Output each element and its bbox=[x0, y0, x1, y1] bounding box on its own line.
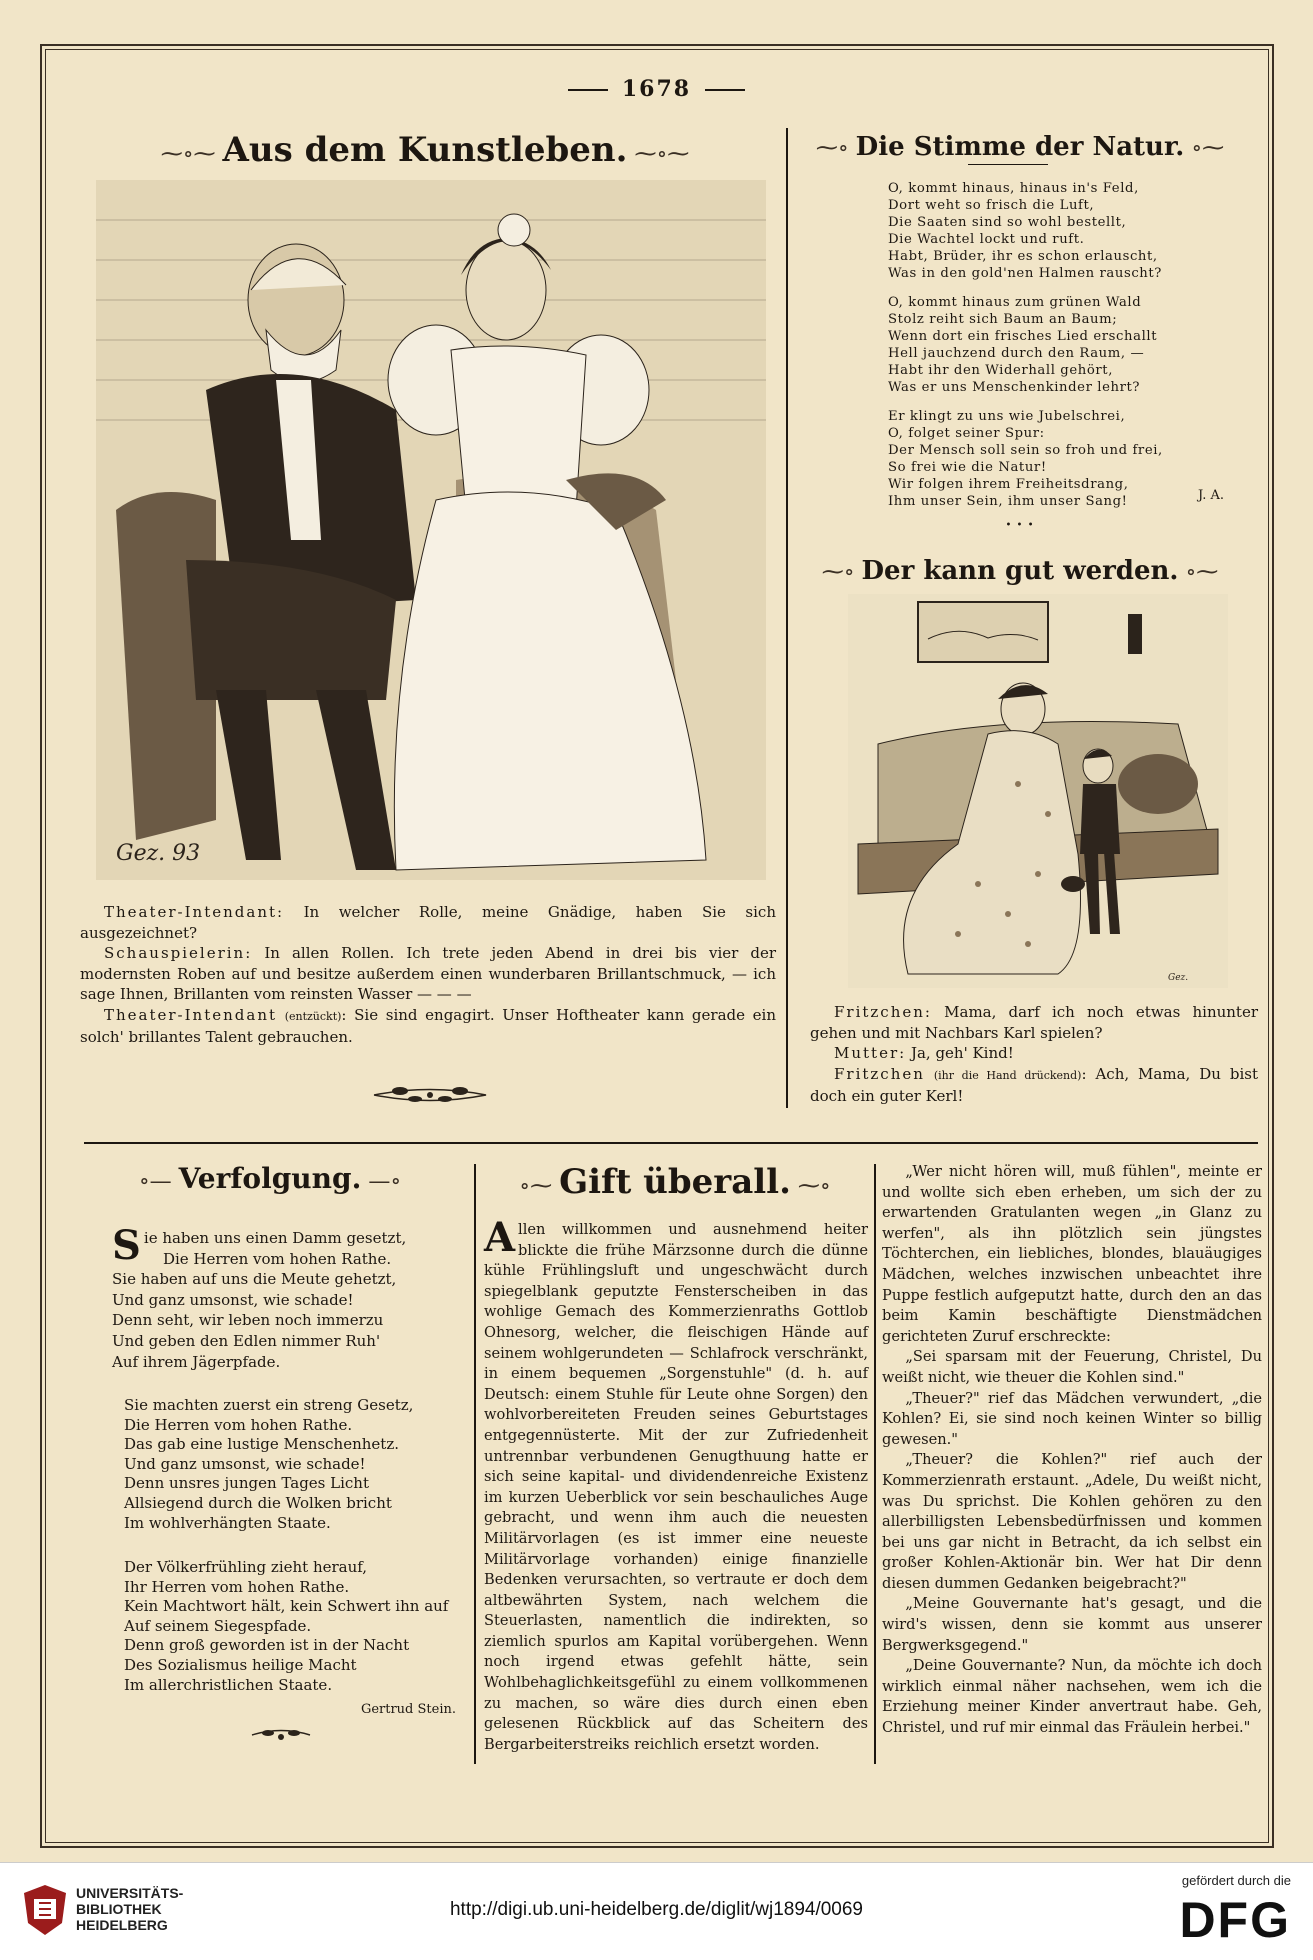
svg-text:Gez.: Gez. bbox=[1168, 973, 1189, 983]
library-name: UNIVERSITÄTS- BIBLIOTHEK HEIDELBERG bbox=[76, 1885, 184, 1933]
persecution-poem-title: ∘— Verfolgung. —∘ bbox=[138, 1162, 402, 1195]
persecution-stanza-3: Der Völkerfrühling zieht herauf, Ihr Herren vom hohen Rathe. Kein Machtwort hält, kein Schwert ihn auf Auf seinem Siegespfade. Denn groß geworden ist in der Nacht Des Sozialismus heilige Macht Im allerchristlichen Staate. bbox=[124, 1558, 449, 1694]
nature-stanza-3: Er klingt zu uns wie Jubelschrei, O, folget seiner Spur: Der Mensch soll sein so froh und frei, So frei wie die Natur! Wir folgen ihrem Freiheitsdrang, Ihm unser Sein, ihm unser Sang! bbox=[888, 409, 1163, 509]
cartoon-caption bbox=[810, 1002, 1258, 1107]
story-paragraph: „Theuer?" rief das Mädchen verwundert, „die Kohlen? Ei, sie sind noch keinen Winter so billig gewesen." bbox=[882, 1389, 1262, 1448]
source-url-link[interactable]: http://digi.ub.uni-heidelberg.de/diglit/wj1894/0069 bbox=[449, 1899, 864, 1920]
caption-line: Fritzchen (ihr die Hand drückend): Ach, Mama, Du bist doch ein guter Kerl! bbox=[810, 1064, 1258, 1105]
column-divider bbox=[786, 128, 788, 1108]
poem-author: Gertrud Stein. bbox=[360, 1702, 456, 1717]
persecution-stanza-2: Sie machten zuerst ein streng Gesetz, Die Herren vom hohen Rathe. Das gab eine lustige Menschenhetz. Und ganz umsonst, wie schade! Denn unsres jungen Tages Licht Allsiegend durch die Wolken bricht Im wohlverhängten Staate. bbox=[124, 1396, 414, 1532]
poison-story-column-2 bbox=[882, 1162, 1262, 1739]
cartoon-title: ⁓∘ Der kann gut werden. ∘⁓ bbox=[821, 556, 1219, 586]
caption-line: Fritzchen: Mama, darf ich noch etwas hinunter gehen und mit Nachbars Karl spielen? bbox=[810, 1003, 1258, 1042]
right-flourish-ornament: ∘⁓ bbox=[1184, 136, 1225, 161]
poem-signature: J. A. bbox=[1198, 488, 1224, 503]
story-paragraph: „Meine Gouvernante hat's gesagt, und die wird's wissen, denn sie kommt aus unserer Bergwerksgegend." bbox=[882, 1595, 1262, 1654]
title-underline bbox=[968, 164, 1048, 165]
story-paragraph: „Theuer? die Kohlen?" rief auch der Kommerzienrath erstaunt. „Adele, Du weißt nicht, was Du sprichst. Die Kohlen gehören zu den allerbilligsten Lebensbedürfnissen und kommen bei uns gar nicht in Betracht, da ich selbst ein großer Kohlen-Aktionär bin. Wer hat Dir denn diesen dummen Gedanken beigebracht?" bbox=[882, 1451, 1262, 1592]
caption-paragraph: Schauspielerin: In allen Rollen. Ich trete jeden Abend in drei bis vier der modernsten Roben auf und besitze außerdem einen wunderbaren Brillantschmuck, — ich sage Ihnen, Brillanten vom reinsten Wasser — — — bbox=[80, 944, 776, 1003]
section-divider bbox=[84, 1142, 1258, 1144]
left-flourish-ornament: ∘⁓ bbox=[519, 1174, 560, 1199]
funding-caption: gefördert durch die bbox=[1181, 1873, 1291, 1888]
left-flourish-ornament: ⁓∘ bbox=[815, 136, 856, 161]
leaf-vignette-ornament bbox=[248, 1724, 314, 1746]
nature-poem-title: ⁓∘ Die Stimme der Natur. ∘⁓ bbox=[815, 132, 1225, 162]
art-caption bbox=[80, 902, 776, 1048]
caption-paragraph: Theater-Intendant: In welcher Rolle, meine Gnädige, haben Sie sich ausgezeichnet? bbox=[80, 903, 776, 942]
dfg-logo: DFG bbox=[1179, 1892, 1291, 1948]
left-flourish-ornament: ∘— bbox=[138, 1169, 179, 1194]
drop-cap: S bbox=[112, 1222, 141, 1269]
left-flourish-ornament: ⁓∘ bbox=[821, 560, 862, 585]
digitization-footer bbox=[0, 1862, 1313, 1960]
right-flourish-ornament: —∘ bbox=[361, 1169, 402, 1194]
caption-line: Mutter: Ja, geh' Kind! bbox=[834, 1044, 1014, 1062]
story-paragraph: „Sei sparsam mit der Feuerung, Christel, Du weißt nicht, wie theuer die Kohlen sind." bbox=[882, 1348, 1262, 1386]
right-flourish-ornament: ⁓∘⁓ bbox=[627, 142, 690, 167]
story-paragraph: „Deine Gouvernante? Nun, da möchte ich doch wirklich einmal näher nachsehen, wem ich die Erziehung meiner Kinder anvertraut habe. Geh, Christel, und ruf mir einmal das Fräulein herbei." bbox=[882, 1657, 1262, 1737]
poem-separator: • • • bbox=[1005, 520, 1035, 531]
poison-story-column-1 bbox=[484, 1214, 868, 1755]
column-divider bbox=[474, 1164, 476, 1764]
story-paragraph: Allen willkommen und ausnehmend heiter blickte die frühe Märzsonne durch die dünne kühle Frühlingsluft und ungeschwächt durch spiegelblank geputzte Fensterscheiben in das wohlige Gemach des Kommerzienraths Gottlob Ohnesorg, welcher, die fleischigen Hände auf seinem wohlgerundeten — Schlafrock verschränkt, in einem bequemen „Sorgenstuhle" (d. h. auf Deutsch: einem Stuhle für Leute ohne Sorgen) den wohlvorbereiteten Freuden seines Geburtstages entgegennüsterte. Mit der zur Zufriedenheit untrennbar verbundenen Genugthuung hatte er sich seine kapital- und dividendenreiche Existenz im kurzen Ueberblick vor sein beschauliches Auge gebracht, und wenn ihm auch die neuesten Militärvorlagen (es ist immer eine neueste Militärvorlage vorhanden) einige finanzielle Bedenken verursachten, so vertraute er doch dem altbewährten System, nach welchem die Steuerlasten, namentlich die indirekten, so ziemlich spurlos am Kapital vorübergehen. Wenn noch irgend etwas gefehlt hätte, sein Wohlbehaglichkeitsgefühl zu einem vollkommenen zu machen, so wäre dies durch einen eben gelesenen Rückblick auf das Scheitern des Bergarbeiterstreiks reichlich ersetzt worden. bbox=[484, 1214, 868, 1753]
persecution-stanza-1: Sie haben uns einen Damm gesetzt, Die Herren vom hohen Rathe. Sie haben auf uns die Meute gehetzt, Und ganz umsonst, wie schade! Denn seht, wir leben noch immerzu Und geben den Edlen nimmer Ruh' Auf ihrem Jägerpfade. bbox=[112, 1222, 407, 1371]
svg-text:Gez. 93: Gez. 93 bbox=[116, 841, 201, 866]
illustration-intendant-and-actress bbox=[96, 180, 766, 880]
poison-story-title: ∘⁓ Gift überall. ⁓∘ bbox=[519, 1162, 831, 1202]
page-number: 1678 bbox=[0, 76, 1313, 102]
nature-stanza-1: O, kommt hinaus, hinaus in's Feld, Dort weht so frisch die Luft, Die Saaten sind so wohl bestellt, Die Wachtel lockt und ruft. Habt, Brüder, ihr es schon erlauscht, Was in den gold'nen Halmen rauscht? bbox=[888, 181, 1162, 281]
column-divider bbox=[874, 1164, 876, 1764]
leaf-vignette-ornament bbox=[370, 1082, 490, 1108]
story-paragraph: „Wer nicht hören will, muß fühlen", meinte er und wollte sich eben erheben, um sich der zu erwartenden Gratulanten wegen „in Glanz zu werfen", als ihn plötzlich sein jüngstes Töchterchen, ein liebliches, blondes, blauäugiges Mädchen, welches inzwischen unbeachtet ihre Puppe festlich aufgeputzt hatte, durch den an das beim Kamin beschäftigte Dienstmädchen gerichteten Zuruf erschreckte: bbox=[882, 1163, 1262, 1345]
right-flourish-ornament: ∘⁓ bbox=[1178, 560, 1219, 585]
nature-stanza-2: O, kommt hinaus zum grünen Wald Stolz reiht sich Baum an Baum; Wenn dort ein frisches Lied erschallt Hell jauchzend durch den Raum, — Habt ihr den Widerhall gehört, Was er uns Menschenkinder lehrt? bbox=[888, 295, 1158, 395]
art-section-title: ⁓∘⁓ Aus dem Kunstleben. ⁓∘⁓ bbox=[160, 130, 690, 170]
illustration-mother-and-son bbox=[848, 594, 1228, 988]
drop-cap: A bbox=[484, 1214, 516, 1261]
right-flourish-ornament: ⁓∘ bbox=[790, 1174, 831, 1199]
caption-paragraph: Theater-Intendant (entzückt): Sie sind engagirt. Unser Hoftheater kann gerade ein solch' brillantes Talent gebrauchen. bbox=[80, 1005, 776, 1046]
left-flourish-ornament: ⁓∘⁓ bbox=[160, 142, 223, 167]
